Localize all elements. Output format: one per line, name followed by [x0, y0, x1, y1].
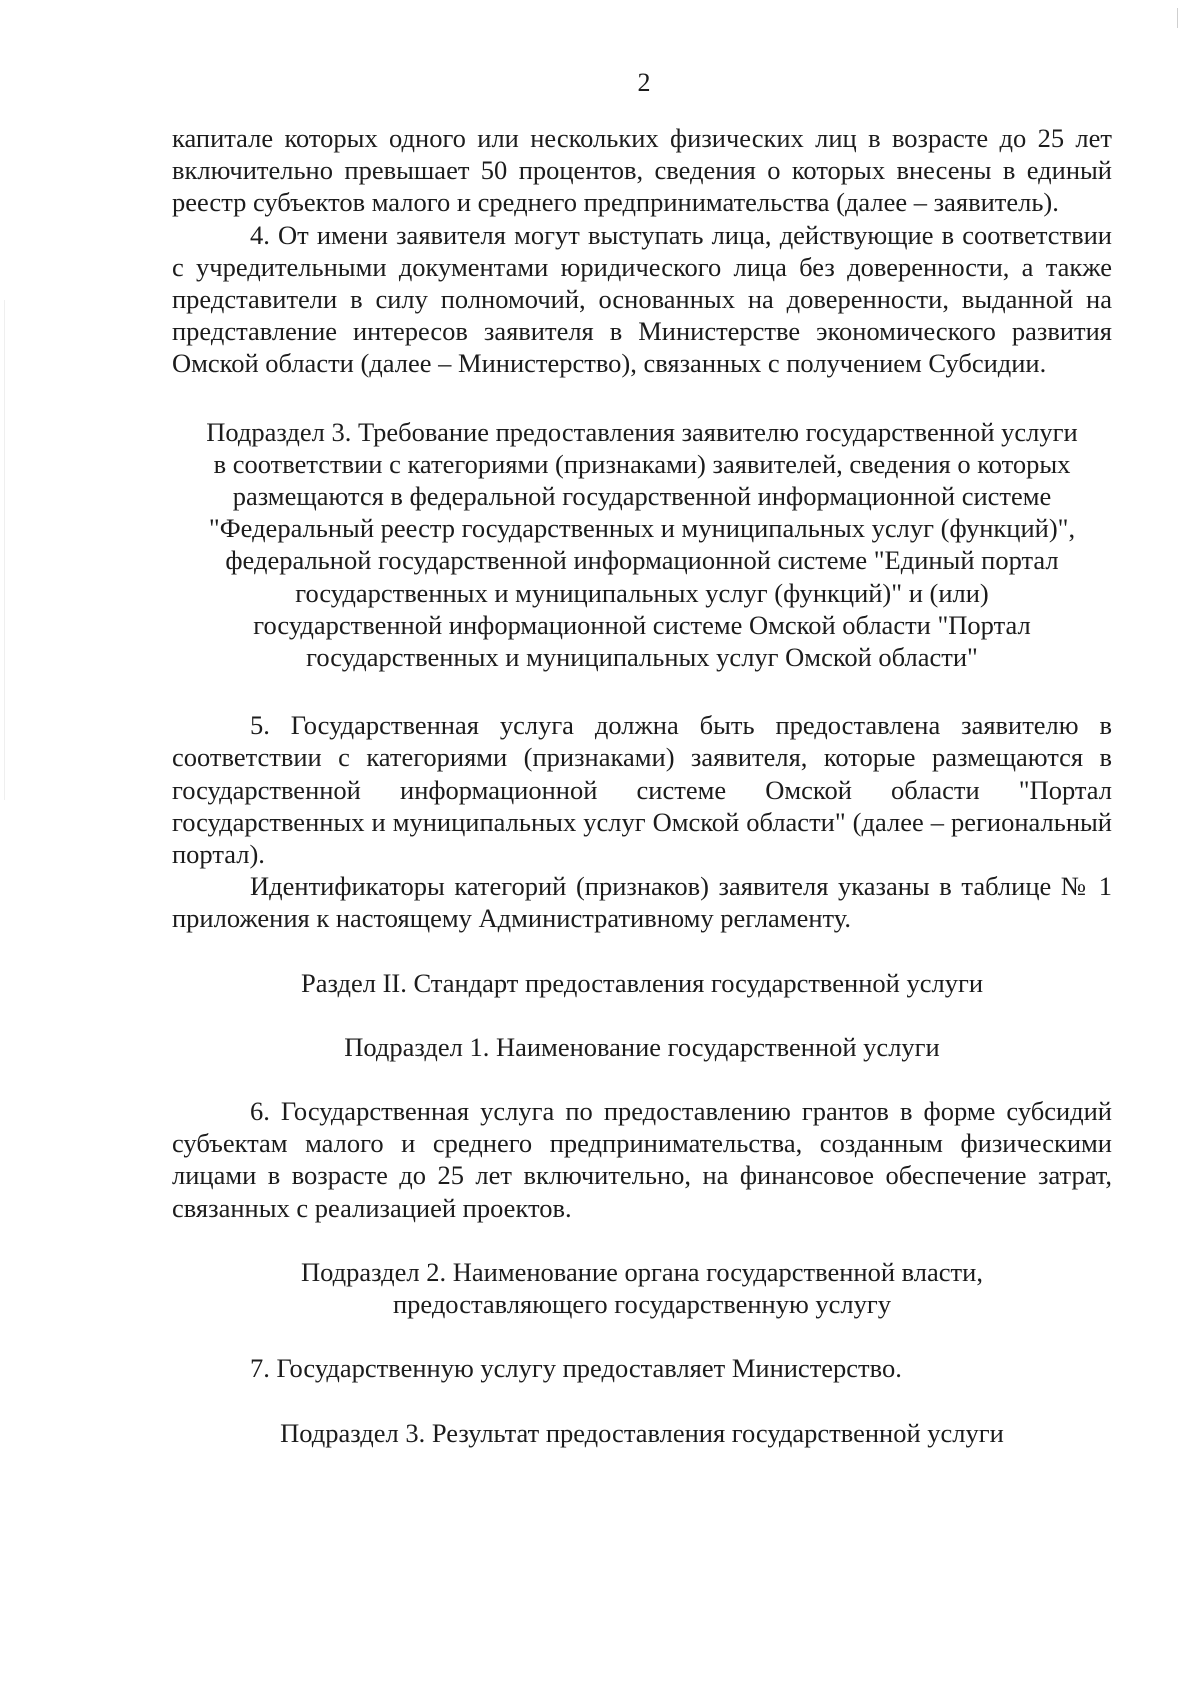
scan-edge [4, 300, 5, 800]
paragraph-item-4: 4. От имени заявителя могут выступать лица, действующие в соответствии с учредительными документами юридического лица без доверенности, а также представители в силу полномочий, основанных на доверенности, выданной на представление интересов заявителя в Министерстве экономического развития Омской области (далее – Министерство), связанных с получением Субсидии. [172, 219, 1112, 379]
heading-line: государственных и муниципальных услуг Омской области" [306, 642, 978, 673]
paragraph-identifiers: Идентификаторы категорий (признаков) заявителя указаны в таблице № 1 приложения к настоящему Административному регламенту. [172, 871, 1112, 934]
subsection-heading-3-requirement [172, 416, 1112, 674]
heading-line: Подраздел 3. Требование предоставления заявителю государственной услуги [206, 416, 1078, 447]
heading-line: предоставляющего государственную услугу [392, 1289, 891, 1320]
heading-line: размещаются в федеральной государственной информационной системе [232, 481, 1052, 512]
page-number: 2 [637, 68, 651, 97]
scan-artifact [1177, 8, 1178, 28]
paragraph-item-7: 7. Государственную услугу предоставляет Министерство. [250, 1353, 902, 1384]
document-body [172, 122, 1112, 1449]
subsection-heading-2-authority [172, 1256, 1112, 1320]
heading-line: федеральной государственной информационной системе "Единый портал [225, 545, 1059, 576]
heading-line: "Федеральный реестр государственных и муниципальных услуг (функций)", [208, 513, 1076, 544]
heading-line: государственной информационной системе Омской области "Портал [253, 609, 1031, 640]
paragraph-item-6: 6. Государственная услуга по предоставлению грантов в форме субсидий субъектам малого и среднего предпринимательства, созданным физическими лицами в возрасте до 25 лет включительно, на финансовое обеспечение затрат, связанных с реализацией проектов. [172, 1096, 1112, 1223]
section-heading-2: Раздел II. Стандарт предоставления государственной услуги [300, 967, 984, 998]
paragraph-item-5: 5. Государственная услуга должна быть предоставлена заявителю в соответствии с категориями (признаками) заявителя, которые размещаются в государственной информационной системе Омской области "Портал государственных и муниципальных услуг Омской области" (далее – региональный портал). [172, 710, 1112, 870]
heading-line: Подраздел 2. Наименование органа государственной власти, [301, 1256, 983, 1287]
heading-line: государственных и муниципальных услуг (функций)" и (или) [295, 577, 989, 608]
subsection-heading-3-result: Подраздел 3. Результат предоставления государственной услуги [280, 1417, 1004, 1448]
heading-line: в соответствии с категориями (признаками) заявителей, сведения о которых [213, 448, 1071, 479]
subsection-heading-1-name: Подраздел 1. Наименование государственной услуги [344, 1031, 940, 1062]
paragraph-continuation: капитале которых одного или нескольких физических лиц в возрасте до 25 лет включительно превышает 50 процентов, сведения о которых внесены в единый реестр субъектов малого и среднего предпринимательства (далее – заявитель). [172, 123, 1112, 218]
